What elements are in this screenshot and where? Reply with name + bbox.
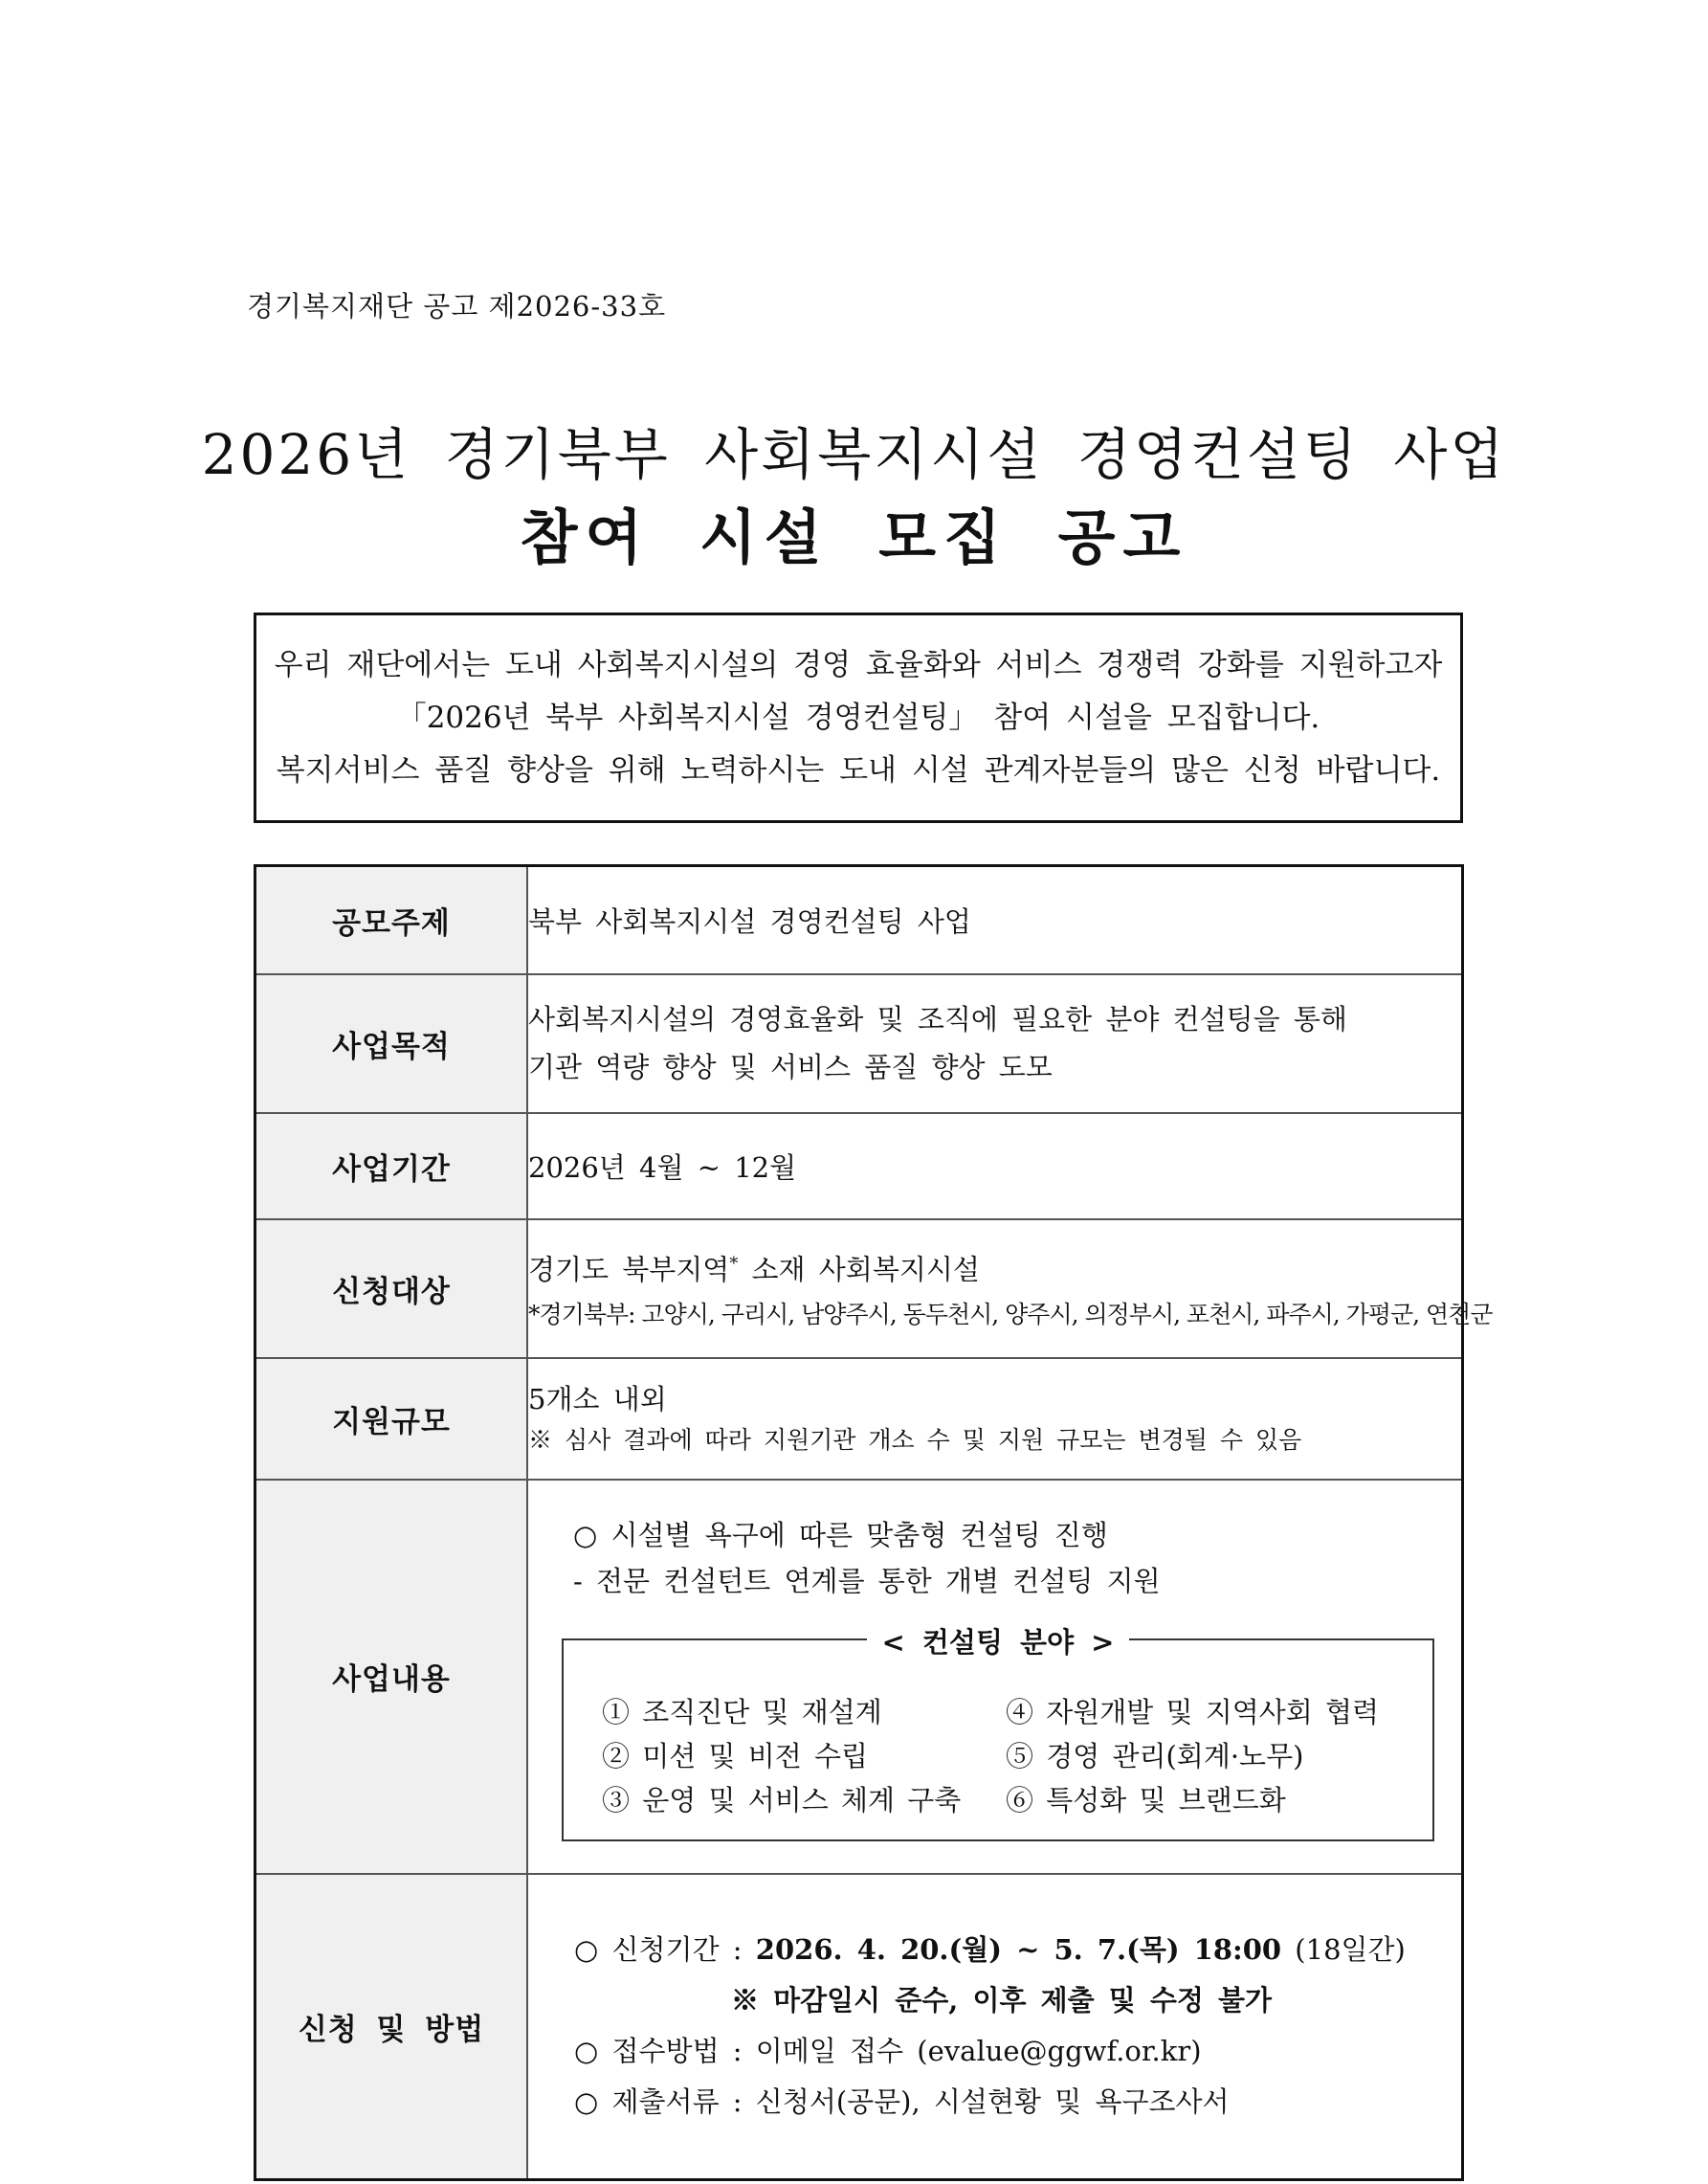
consulting-field-item: ① 조직진단 및 재설계: [602, 1695, 882, 1728]
deadline-note: ※ 마감일시 준수, 이후 제출 및 수정 불가: [731, 1984, 1272, 2017]
apply-method: ○ 접수방법 : 이메일 접수 (evalue@ggwf.or.kr): [574, 2035, 1202, 2068]
row-content: [527, 1874, 1463, 2180]
row-label: 사업내용: [255, 1480, 528, 1874]
consulting-field-item: ② 미션 및 비전 수립: [602, 1739, 868, 1772]
row-label: 신청대상: [255, 1219, 528, 1358]
row-label: 지원규모: [255, 1358, 528, 1480]
consulting-field-item: ④ 자원개발 및 지역사회 협력: [1006, 1695, 1380, 1728]
table-row-target: [255, 1219, 1463, 1358]
row-label: 신청 및 방법: [255, 1874, 528, 2180]
target-mark: *: [729, 1254, 739, 1275]
row-label: 사업기간: [255, 1113, 528, 1219]
row-content: [527, 1113, 1463, 1219]
intro-line: 우리 재단에서는 도내 사회복지시설의 경영 효율화와 서비스 경쟁력 강화를 지원하고자: [274, 647, 1443, 682]
title-line-1: 2026년 경기북부 사회복지시설 경영컨설팅 사업: [201, 422, 1507, 487]
period-text: 2026년 4월 ~ 12월: [528, 1150, 797, 1184]
row-label: 공모주제: [255, 866, 528, 974]
apply-period: [574, 1925, 1461, 1975]
table-row-apply: [255, 1874, 1463, 2180]
row-content: [527, 866, 1463, 974]
intro-box: [254, 613, 1463, 823]
row-content: [527, 1219, 1493, 1358]
apply-period-suffix: (18일간): [1281, 1933, 1406, 1967]
table-row-scale: [255, 1358, 1463, 1480]
consulting-fields-title: < 컨설팅 분야 >: [867, 1626, 1130, 1659]
target-note: *경기북부: 고양시, 구리시, 남양주시, 동두천시, 양주시, 의정부시, 포천시, 파주시, 가평군, 연천군: [528, 1300, 1493, 1328]
row-content: [527, 974, 1463, 1113]
purpose-line: 기관 역량 향상 및 서비스 품질 향상 도모: [528, 1051, 1053, 1083]
consulting-fields-grid: [602, 1690, 1388, 1822]
row-label: 사업목적: [255, 974, 528, 1113]
title-line-2: 참여 시설 모집 공고: [520, 502, 1188, 572]
purpose-line: 사회복지시설의 경영효율화 및 조직에 필요한 분야 컨설팅을 통해: [528, 1003, 1347, 1036]
target-main-suffix: 소재 사회복지시설: [738, 1253, 980, 1286]
consulting-field-item: ⑤ 경영 관리(회계·노무): [1006, 1739, 1304, 1772]
apply-period-dates: 2026. 4. 20.(월) ~ 5. 7.(목) 18:00: [755, 1933, 1282, 1967]
table-row-content: [255, 1480, 1463, 1874]
apply-period-prefix: ○ 신청기간 :: [574, 1933, 756, 1967]
table-row-theme: [255, 866, 1463, 974]
scale-main: 5개소 내외: [528, 1383, 667, 1415]
theme-text: 북부 사회복지시설 경영컨설팅 사업: [528, 904, 971, 938]
notice-number: 경기복지재단 공고 제2026-33호: [247, 290, 667, 323]
apply-documents: ○ 제출서류 : 신청서(공문), 시설현황 및 욕구조사서: [574, 2085, 1230, 2119]
target-main: [528, 1240, 1461, 1294]
table-row-purpose: [255, 974, 1463, 1113]
row-content: [527, 1480, 1463, 1874]
scale-note: ※ 심사 결과에 따라 지원기관 개소 수 및 지원 규모는 변경될 수 있음: [528, 1426, 1302, 1454]
table-row-period: [255, 1113, 1463, 1219]
consulting-field-item: ⑥ 특성화 및 브랜드화: [1006, 1783, 1286, 1816]
content-line-2: - 전문 컨설턴트 연계를 통한 개별 컨설팅 지원: [573, 1564, 1161, 1597]
info-table: [254, 864, 1493, 2181]
consulting-fields-box: [562, 1625, 1434, 1841]
content-line-1: ○ 시설별 욕구에 따른 맞춤형 컨설팅 진행: [573, 1518, 1108, 1551]
row-content: [527, 1358, 1463, 1480]
consulting-field-item: ③ 운영 및 서비스 체계 구축: [602, 1783, 962, 1816]
intro-line: 복지서비스 품질 향상을 위해 노력하시는 도내 시설 관계자분들의 많은 신청 바랍니다.: [276, 752, 1441, 788]
target-main-text: 경기도 북부지역: [528, 1253, 730, 1286]
intro-line: 「2026년 북부 사회복지시설 경영컨설팅」 참여 시설을 모집합니다.: [396, 700, 1320, 735]
